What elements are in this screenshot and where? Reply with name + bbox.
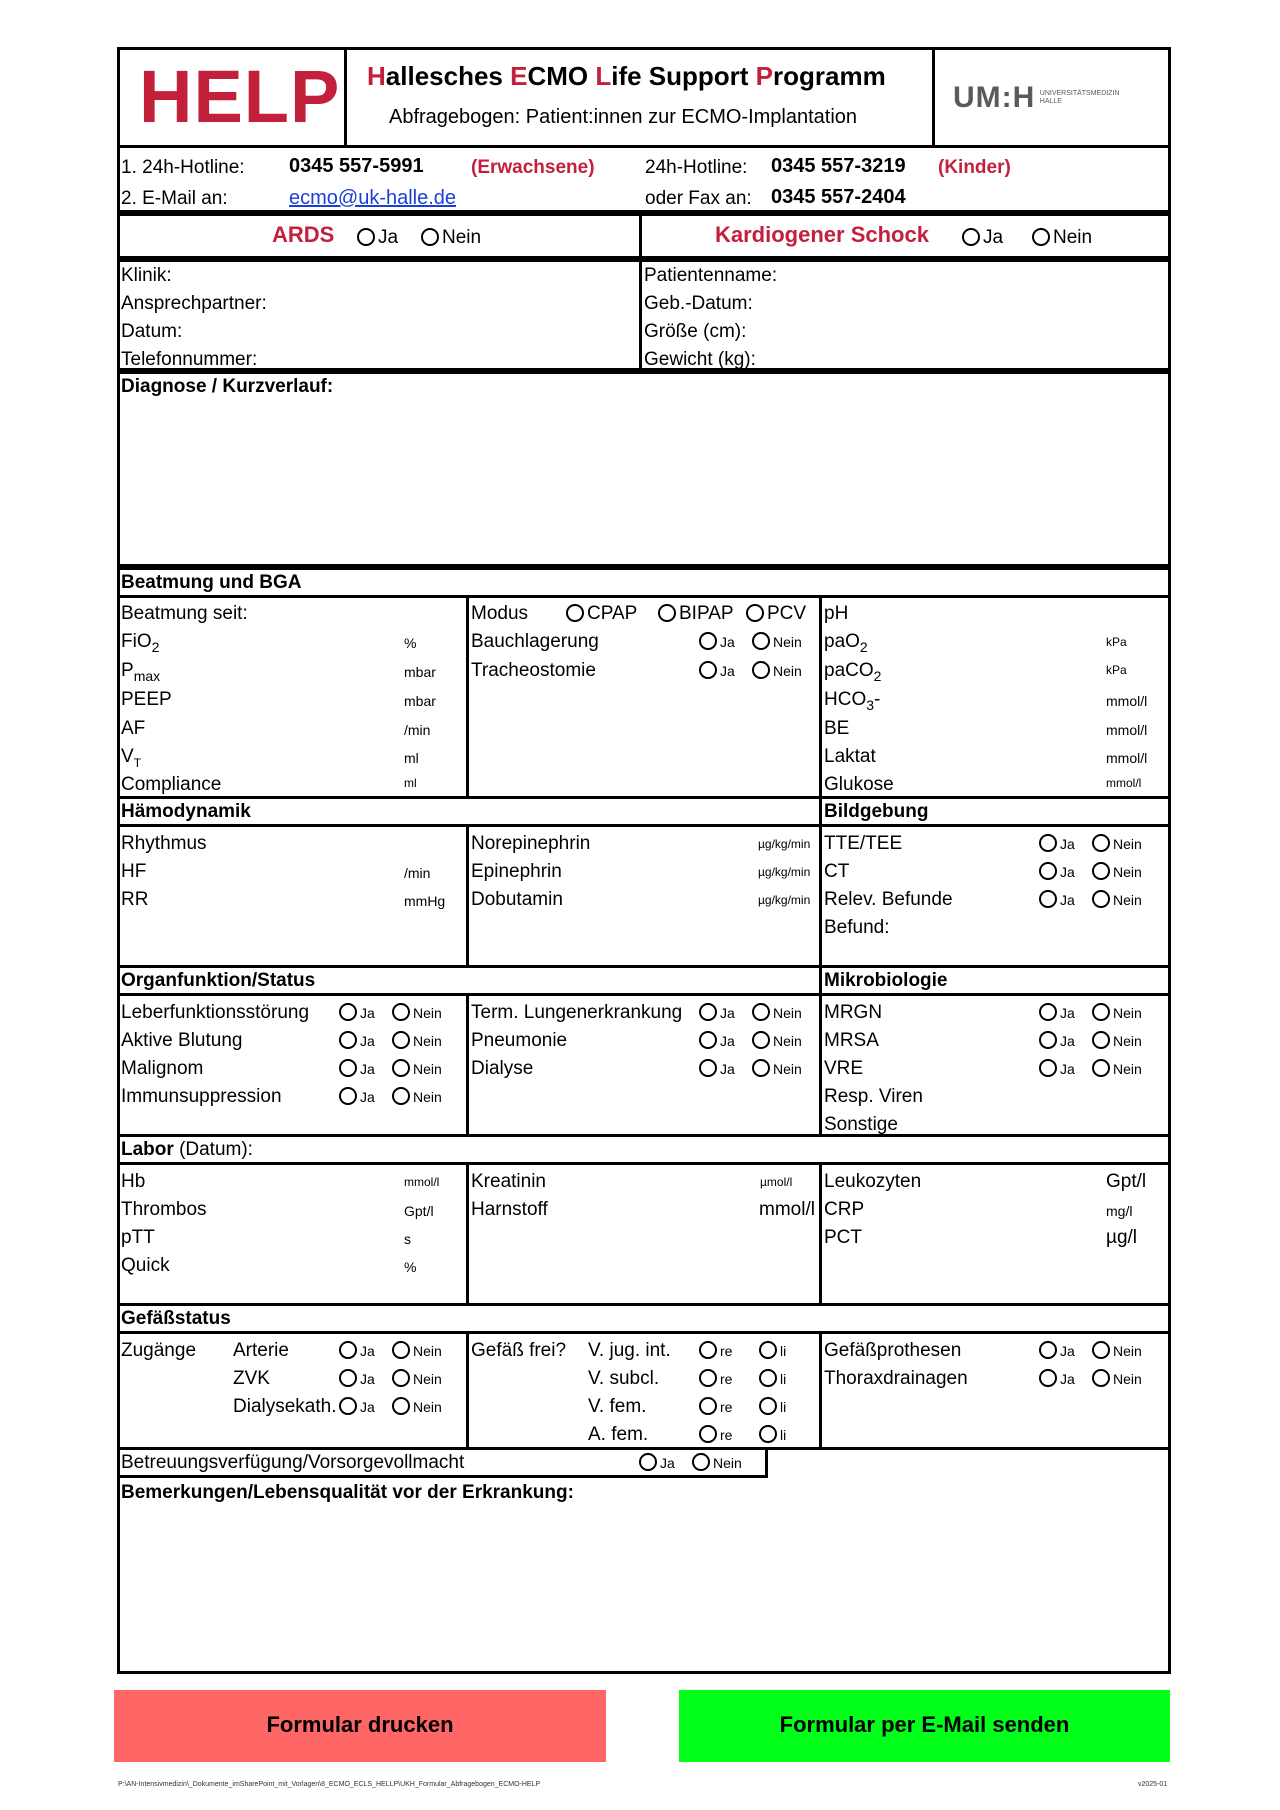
v-subcl-right-radio[interactable] [699,1369,717,1387]
malignancy-yes-option[interactable]: Ja [339,1058,375,1080]
artery-yes-radio[interactable] [339,1341,357,1359]
compliance-unit: ml [404,776,417,790]
glucose-field[interactable]: Glukose [824,774,894,795]
dobutamine-unit: µg/kg/min [758,893,811,907]
af-field[interactable]: AF [121,718,146,739]
prone-no-radio[interactable] [752,632,770,650]
pao2-unit: kPa [1106,635,1127,649]
lung-yes-radio[interactable] [699,1003,717,1021]
lung-no-option[interactable]: Nein [752,1002,802,1024]
v-jug-left-radio[interactable] [759,1341,777,1359]
tte-no-option[interactable]: Nein [1092,833,1142,855]
vre-yes-option[interactable]: Ja [1039,1058,1075,1080]
mrgn-no-radio[interactable] [1092,1003,1110,1021]
help-logo: HELP [139,55,341,138]
a-fem-left-radio[interactable] [759,1425,777,1443]
urea-field[interactable]: Harnstoff [471,1199,548,1220]
mrsa-no-option[interactable]: Nein [1092,1030,1142,1052]
v-subcl-left-option[interactable]: li [759,1368,786,1390]
crp-field[interactable]: CRP [824,1199,865,1220]
directive-yes-radio[interactable] [639,1453,657,1471]
resp-viruses-field[interactable]: Resp. Viren [824,1086,923,1107]
epinephrine-unit: µg/kg/min [758,865,811,879]
cardio-yes-radio[interactable] [962,228,980,246]
print-form-button[interactable]: Formular drucken [114,1690,606,1762]
mode-cpap-radio[interactable] [566,604,584,622]
pct-unit: µg/l [1106,1227,1138,1248]
hotline-child-number: 0345 557-3219 [771,155,906,177]
mrsa-yes-radio[interactable] [1039,1031,1057,1049]
hb-unit: mmol/l [404,1175,440,1189]
diagnosis-box[interactable] [117,371,1171,567]
contact-person-field[interactable]: Ansprechpartner: [121,293,267,314]
findings-yes-radio[interactable] [1039,890,1057,908]
dialysis-cath-no-option[interactable]: Nein [392,1396,442,1418]
artery-no-option[interactable]: Nein [392,1340,442,1362]
hco3-field[interactable]: $HCO_3-$ [824,689,881,713]
dialysis-no-radio[interactable] [752,1059,770,1077]
mrgn-yes-radio[interactable] [1039,1003,1057,1021]
a-fem-right-radio[interactable] [699,1425,717,1443]
form-subtitle: Abfragebogen: Patient:innen zur ECMO-Implantation [389,106,858,128]
prosthesis-no-option[interactable]: Nein [1092,1340,1142,1362]
imaging-title: Bildgebung [824,801,929,822]
microbiology-title: Mikrobiologie [824,970,948,991]
immuno-no-option[interactable]: Nein [392,1086,442,1108]
hotline-adult-number: 0345 557-5991 [289,155,424,177]
bleeding-no-radio[interactable] [392,1031,410,1049]
v-fem-right-option[interactable]: re [699,1396,732,1418]
tracheostomy-label: Tracheostomie [471,660,596,681]
v-fem-label: V. fem. [588,1396,647,1417]
findings-yes-option[interactable]: Ja [1039,889,1075,911]
liver-no-radio[interactable] [392,1003,410,1021]
relevant-findings-label: Relev. Befunde [824,889,953,910]
date-field[interactable]: Datum: [121,321,183,342]
pneumonia-yes-option[interactable]: Ja [699,1030,735,1052]
cardiogenic-shock-label: Kardiogener Schock [715,222,929,247]
cvc-yes-option[interactable]: Ja [339,1368,375,1390]
prone-yes-option[interactable]: Ja [699,631,735,653]
liver-dysfunction-label: Leberfunktionsstörung [121,1002,310,1023]
cvc-label: ZVK [233,1368,270,1389]
ards-yes-option[interactable]: Ja [357,227,398,249]
norepinephrine-unit: µg/kg/min [758,837,811,851]
pneumonia-no-option[interactable]: Nein [752,1030,802,1052]
a-fem-right-option[interactable]: re [699,1424,732,1446]
artery-yes-option[interactable]: Ja [339,1340,375,1362]
cvc-no-option[interactable]: Nein [392,1368,442,1390]
drains-yes-option[interactable]: Ja [1039,1368,1075,1390]
tte-yes-radio[interactable] [1039,834,1057,852]
vascular-prosthesis-label: Gefäßprothesen [824,1340,962,1361]
directive-no-option[interactable]: Nein [692,1452,742,1474]
a-fem-label: A. fem. [588,1424,649,1445]
birth-date-field[interactable]: Geb.-Datum: [644,293,753,314]
ards-no-option[interactable]: Nein [421,227,481,249]
prone-label: Bauchlagerung [471,631,599,652]
hotline-adult-note: (Erwachsene) [471,157,595,178]
malignancy-yes-radio[interactable] [339,1059,357,1077]
directive-yes-option[interactable]: Ja [639,1452,675,1474]
v-subcl-right-option[interactable]: re [699,1368,732,1390]
vessel-title: Gefäßstatus [121,1308,231,1329]
pneumonia-no-radio[interactable] [752,1031,770,1049]
ct-yes-radio[interactable] [1039,862,1057,880]
cardio-no-option[interactable]: Nein [1032,227,1092,249]
lactate-unit: mmol/l [1106,750,1148,766]
paco2-field[interactable]: paCO$_2$ [824,660,882,684]
creatinine-field[interactable]: Kreatinin [471,1171,546,1192]
immunosuppression-label: Immunsuppression [121,1086,282,1107]
program-title: Hallesches ECMO Life Support Programm [367,61,886,91]
pneumonia-label: Pneumonie [471,1030,568,1051]
ventilation-title: Beatmung und BGA [121,572,302,593]
ct-no-radio[interactable] [1092,862,1110,880]
creatinine-unit: µmol/l [760,1175,793,1189]
fio2-unit: % [404,635,417,651]
v-jug-right-option[interactable]: re [699,1340,732,1362]
thrombocytes-field[interactable]: Thrombos [121,1199,207,1220]
mrsa-no-radio[interactable] [1092,1031,1110,1049]
email-link[interactable]: ecmo@uk-halle.de [289,187,457,209]
drains-no-option[interactable]: Nein [1092,1368,1142,1390]
ventilation-since-field[interactable]: Beatmung seit: [121,603,248,624]
mode-label: Modus [471,603,529,624]
ards-label: ARDS [272,222,335,247]
mrsa-label: MRSA [824,1030,879,1051]
vt-unit: ml [404,750,419,766]
access-label: Zugänge [121,1340,197,1361]
tracheo-no-option[interactable]: Nein [752,660,802,682]
pneumonia-yes-radio[interactable] [699,1031,717,1049]
vessel-free-label: Gefäß frei? [471,1340,567,1361]
lab-title: Labor (Datum): [121,1139,253,1160]
vre-no-option[interactable]: Nein [1092,1058,1142,1080]
height-field[interactable]: Größe (cm): [644,321,747,342]
ct-yes-option[interactable]: Ja [1039,861,1075,883]
be-field[interactable]: BE [824,718,850,739]
liver-no-option[interactable]: Nein [392,1002,442,1024]
af-unit: /min [404,722,431,738]
lactate-field[interactable]: Laktat [824,746,876,767]
a-fem-left-option[interactable]: li [759,1424,786,1446]
thrombocytes-unit: Gpt/l [404,1203,434,1219]
ph-field[interactable]: pH [824,603,849,624]
lung-no-radio[interactable] [752,1003,770,1021]
v-subcl-label: V. subcl. [588,1368,660,1389]
immuno-yes-radio[interactable] [339,1087,357,1105]
ct-no-option[interactable]: Nein [1092,861,1142,883]
dialysis-cath-yes-option[interactable]: Ja [339,1396,375,1418]
tracheo-no-radio[interactable] [752,661,770,679]
ptt-unit: s [404,1231,411,1247]
malignancy-label: Malignom [121,1058,204,1079]
hemodynamics-title: Hämodynamik [121,801,251,822]
malignancy-no-option[interactable]: Nein [392,1058,442,1080]
mode-bipap-option[interactable]: BIPAP [658,603,734,625]
rr-field[interactable]: RR [121,889,149,910]
phone-field[interactable]: Telefonnummer: [121,349,258,370]
vt-field[interactable]: $V_T$ [121,746,142,770]
vre-yes-radio[interactable] [1039,1059,1057,1077]
v-jug-right-radio[interactable] [699,1341,717,1359]
leukocytes-field[interactable]: Leukozyten [824,1171,922,1192]
quick-unit: % [404,1259,417,1275]
findings-no-option[interactable]: Nein [1092,889,1142,911]
hf-unit: /min [404,865,431,881]
prosthesis-yes-option[interactable]: Ja [1039,1340,1075,1362]
bleeding-yes-option[interactable]: Ja [339,1030,375,1052]
hotline-child-note: (Kinder) [938,157,1011,178]
dialysis-cath-yes-radio[interactable] [339,1397,357,1415]
v-fem-right-radio[interactable] [699,1397,717,1415]
mode-pcv-radio[interactable] [746,604,764,622]
liver-yes-radio[interactable] [339,1003,357,1021]
lung-yes-option[interactable]: Ja [699,1002,735,1024]
tracheo-yes-radio[interactable] [699,661,717,679]
vre-label: VRE [824,1058,864,1079]
tte-yes-option[interactable]: Ja [1039,833,1075,855]
pmax-field[interactable]: $P_{max}$ [121,660,161,684]
ct-label: CT [824,861,850,882]
ards-yes-radio[interactable] [357,228,375,246]
v-fem-left-radio[interactable] [759,1397,777,1415]
email-form-button[interactable]: Formular per E-Mail senden [679,1690,1170,1762]
pmax-unit: mbar [404,664,436,680]
other-microbio-field[interactable]: Sonstige [824,1114,898,1135]
glucose-unit: mmol/l [1106,776,1142,790]
be-unit: mmol/l [1106,722,1148,738]
vre-no-radio[interactable] [1092,1059,1110,1077]
cardio-yes-option[interactable]: Ja [962,227,1003,249]
malignancy-no-radio[interactable] [392,1059,410,1077]
v-jug-int-label: V. jug. int. [588,1340,671,1361]
ards-no-radio[interactable] [421,228,439,246]
cardio-no-radio[interactable] [1032,228,1050,246]
dobutamine-field[interactable]: Dobutamin [471,889,563,910]
dialysis-yes-radio[interactable] [699,1059,717,1077]
footer-path: P:\AN-Intensivmedizin\_Dokumente_imSharePoint_mit_Vorlagen\8_ECMO_ECLS_HELLP\UKH_Formular_Abfragebogen_ECMO-HELP [118,1781,541,1788]
peep-unit: mbar [404,693,436,709]
clinic-field[interactable]: Klinik: [121,265,172,286]
bleeding-label: Aktive Blutung [121,1030,243,1051]
drains-no-radio[interactable] [1092,1369,1110,1387]
cvc-no-radio[interactable] [392,1369,410,1387]
dialysis-catheter-label: Dialysekath. [233,1396,337,1417]
remarks-label: Bemerkungen/Lebensqualität vor der Erkrankung: [121,1482,574,1503]
findings-field[interactable]: Befund: [824,917,890,938]
chest-drains-label: Thoraxdrainagen [824,1368,968,1389]
v-subcl-left-radio[interactable] [759,1369,777,1387]
v-jug-left-option[interactable]: li [759,1340,786,1362]
dialysis-no-option[interactable]: Nein [752,1058,802,1080]
prosthesis-yes-radio[interactable] [1039,1341,1057,1359]
epinephrine-field[interactable]: Epinephrin [471,861,562,882]
hf-field[interactable]: HF [121,861,147,882]
hotline-adult-label: 1. 24h-Hotline: [121,157,245,178]
mrgn-no-option[interactable]: Nein [1092,1002,1142,1024]
urea-unit: mmol/l [759,1199,815,1220]
weight-field[interactable]: Gewicht (kg): [644,349,756,370]
organ-title: Organfunktion/Status [121,970,316,991]
prone-no-option[interactable]: Nein [752,631,802,653]
compliance-field[interactable]: Compliance [121,774,222,795]
footer-version: v2025-01 [1138,1781,1168,1788]
mrgn-label: MRGN [824,1002,883,1023]
arterial-line-label: Arterie [233,1340,289,1361]
mode-cpap-option[interactable]: CPAP [566,603,637,625]
hemodynamics-section [117,796,1171,968]
paco2-unit: kPa [1106,663,1127,677]
fax-number: 0345 557-2404 [771,186,906,208]
quick-field[interactable]: Quick [121,1255,170,1276]
tracheo-yes-option[interactable]: Ja [699,660,735,682]
immuno-yes-option[interactable]: Ja [339,1086,375,1108]
tte-label: TTE/TEE [824,833,903,854]
dialysis-cath-no-radio[interactable] [392,1397,410,1415]
lab-section [117,1134,1171,1306]
patient-name-field[interactable]: Patientenname: [644,265,778,286]
crp-unit: mg/l [1106,1203,1133,1219]
mode-bipap-radio[interactable] [658,604,676,622]
prosthesis-no-radio[interactable] [1092,1341,1110,1359]
prone-yes-radio[interactable] [699,632,717,650]
immuno-no-radio[interactable] [392,1087,410,1105]
norepinephrine-field[interactable]: Norepinephrin [471,833,591,854]
findings-no-radio[interactable] [1092,890,1110,908]
directive-no-radio[interactable] [692,1453,710,1471]
fio2-field[interactable]: FiO$_2$ [121,631,160,655]
hotline-child-label: 24h-Hotline: [645,157,748,178]
hb-field[interactable]: Hb [121,1171,146,1192]
rr-unit: mmHg [404,893,446,909]
contact-box [117,145,1171,213]
mrsa-yes-option[interactable]: Ja [1039,1030,1075,1052]
ptt-field[interactable]: pTT [121,1227,155,1248]
leukocytes-unit: Gpt/l [1106,1171,1147,1192]
ventilation-section [117,567,1171,799]
dialysis-label: Dialyse [471,1058,534,1079]
dialysis-yes-option[interactable]: Ja [699,1058,735,1080]
fax-label: oder Fax an: [645,188,752,209]
bleeding-no-option[interactable]: Nein [392,1030,442,1052]
pao2-field[interactable]: paO$_2$ [824,631,868,655]
care-directive-label: Betreuungsverfügung/Vorsorgevollmacht [121,1452,465,1473]
mrgn-yes-option[interactable]: Ja [1039,1002,1075,1024]
rhythm-field[interactable]: Rhythmus [121,833,207,854]
v-fem-left-option[interactable]: li [759,1396,786,1418]
diagnosis-label: Diagnose / Kurzverlauf: [121,376,334,397]
terminal-lung-disease-label: Term. Lungenerkrankung [471,1002,683,1023]
peep-field[interactable]: PEEP [121,689,172,710]
pct-field[interactable]: PCT [824,1227,862,1248]
cvc-yes-radio[interactable] [339,1369,357,1387]
bleeding-yes-radio[interactable] [339,1031,357,1049]
artery-no-radio[interactable] [392,1341,410,1359]
drains-yes-radio[interactable] [1039,1369,1057,1387]
tte-no-radio[interactable] [1092,834,1110,852]
university-logo: UM:H UNIVERSITÄTSMEDIZIN HALLE [953,81,1120,114]
liver-yes-option[interactable]: Ja [339,1002,375,1024]
email-label: 2. E-Mail an: [121,188,228,209]
mode-pcv-option[interactable]: PCV [746,603,806,625]
hco3-unit: mmol/l [1106,693,1148,709]
